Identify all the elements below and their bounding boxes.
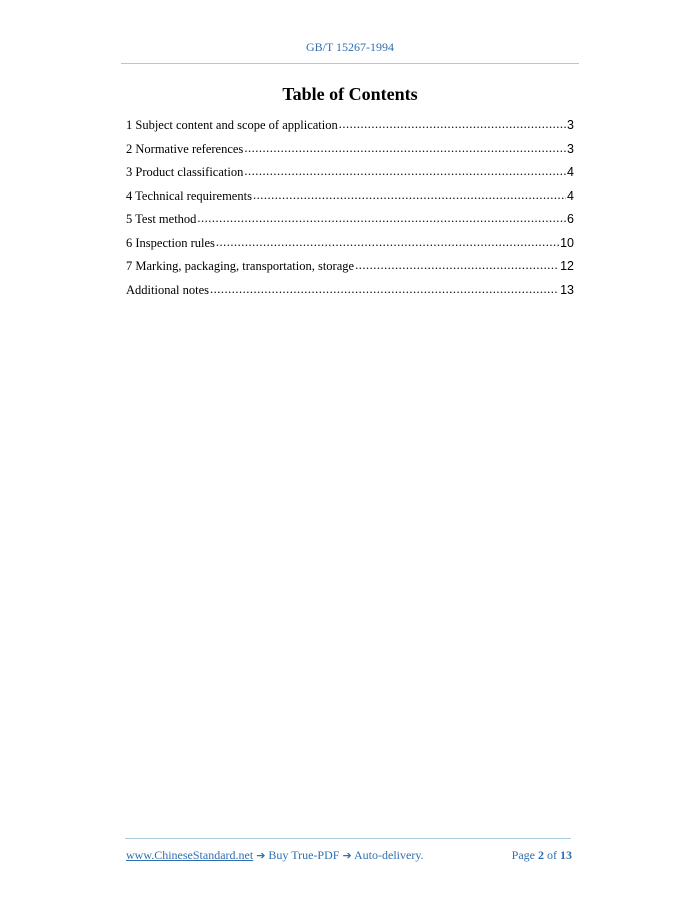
toc-leader xyxy=(244,164,566,179)
toc-entry-page: 13 xyxy=(560,282,574,297)
website-link[interactable]: www.ChineseStandard.net xyxy=(126,848,254,862)
toc-entry-page: 3 xyxy=(567,118,574,132)
toc-entry-page: 12 xyxy=(560,259,574,273)
page-footer xyxy=(126,848,572,863)
toc-leader xyxy=(355,258,559,273)
toc-leader xyxy=(253,188,566,203)
toc-entry[interactable] xyxy=(126,283,574,307)
footer-promo xyxy=(126,848,424,863)
toc-entry-page: 4 xyxy=(567,188,574,203)
toc-entry-title: 7 Marking, packaging, transportation, storage xyxy=(126,259,355,273)
toc-leader xyxy=(339,117,566,132)
toc-entry-page: 4 xyxy=(567,165,574,179)
toc-entry[interactable] xyxy=(126,212,574,236)
current-page-number: 2 xyxy=(538,848,544,862)
toc-leader xyxy=(197,211,566,226)
page-header xyxy=(0,40,700,55)
toc-title: Table of Contents xyxy=(282,84,418,104)
toc-entry-page: 3 xyxy=(567,141,574,156)
toc-entry-title: 6 Inspection rules xyxy=(126,235,215,250)
toc-entry[interactable] xyxy=(126,142,574,166)
toc-leader xyxy=(244,141,566,156)
toc-entry-page: 10 xyxy=(560,235,574,250)
toc-entry-title: 5 Test method xyxy=(126,212,197,226)
toc-entry-title: 3 Product classification xyxy=(126,165,244,179)
footer-divider xyxy=(125,838,571,839)
toc-entry-title: Additional notes xyxy=(126,282,209,297)
toc-entry-title: 1 Subject content and scope of application xyxy=(126,118,338,132)
header-divider xyxy=(121,63,579,64)
page-label: Page xyxy=(511,848,535,862)
table-of-contents xyxy=(126,118,574,306)
page-indicator xyxy=(512,848,572,863)
of-label: of xyxy=(547,848,557,862)
buy-pdf-text: Buy True-PDF xyxy=(268,848,340,862)
toc-leader xyxy=(210,282,559,297)
toc-entry-title: 2 Normative references xyxy=(126,141,244,156)
toc-entry-title: 4 Technical requirements xyxy=(126,188,252,203)
toc-entry-page: 6 xyxy=(567,212,574,226)
right-arrow-icon: ➔ xyxy=(256,849,266,862)
toc-entry[interactable] xyxy=(126,165,574,189)
toc-entry[interactable] xyxy=(126,259,574,283)
toc-entry[interactable] xyxy=(126,236,574,260)
toc-entry[interactable] xyxy=(126,118,574,142)
total-pages-number: 13 xyxy=(560,848,572,862)
toc-entry[interactable] xyxy=(126,189,574,213)
right-arrow-icon: ➔ xyxy=(342,849,352,862)
auto-delivery-text: Auto-delivery. xyxy=(354,848,424,862)
standard-code: GB/T 15267-1994 xyxy=(305,40,395,54)
toc-leader xyxy=(216,235,559,250)
